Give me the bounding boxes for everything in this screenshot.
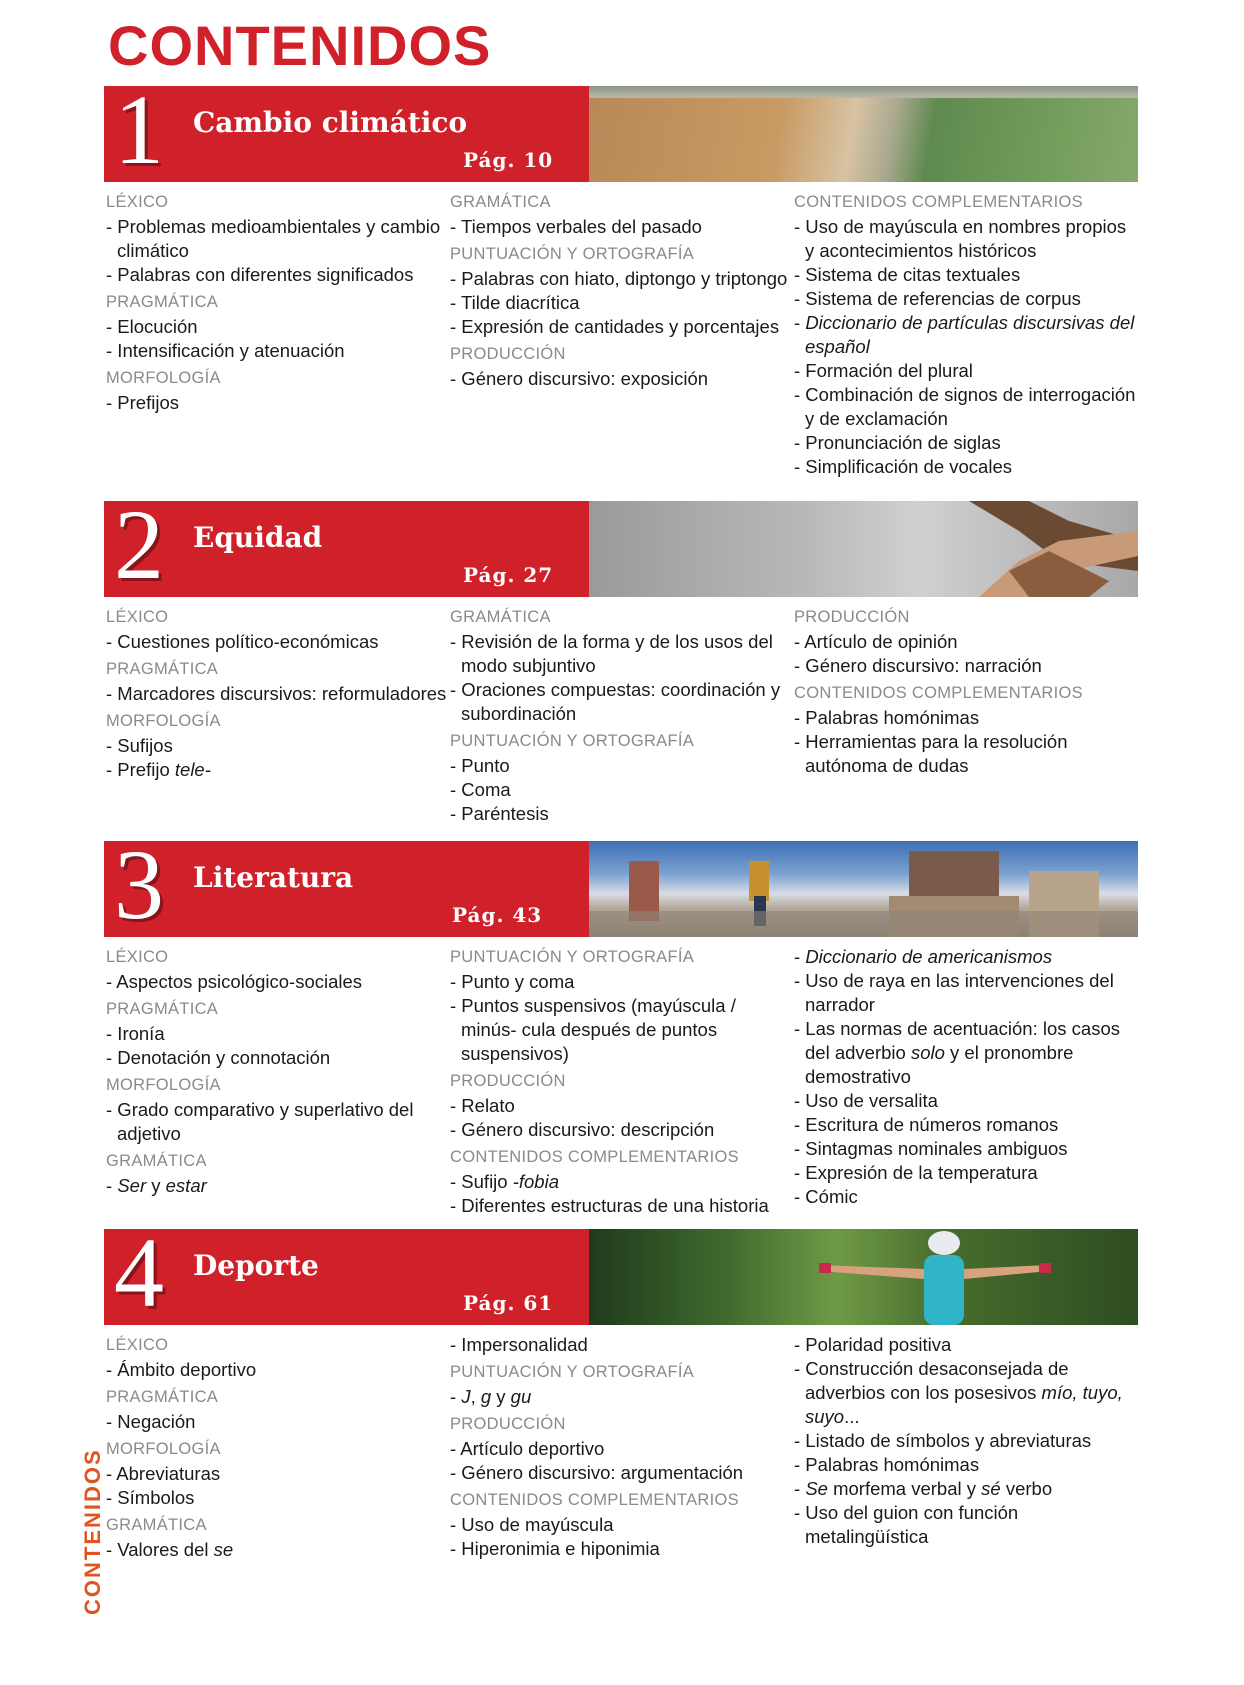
content-item (106, 315, 450, 339)
section-heading: CONTENIDOS COMPLEMENTARIOS (794, 193, 1083, 211)
content-item (106, 1410, 450, 1434)
item-text: - (794, 946, 806, 967)
item-text: - Polaridad positiva (794, 1334, 952, 1355)
content-column (450, 945, 794, 1218)
content-item (450, 1118, 794, 1142)
content-item (106, 970, 450, 994)
content-item (794, 969, 1138, 1017)
item-text: - Ironía (106, 1023, 165, 1044)
section-heading: CONTENIDOS COMPLEMENTARIOS (450, 1148, 739, 1166)
content-column (450, 190, 794, 479)
content-item (794, 1501, 1138, 1549)
item-text: - Puntos suspensivos (mayúscula / minús- cula después de puntos suspensivos) (450, 995, 736, 1064)
item-text: - Uso de raya en las intervenciones del narrador (794, 970, 1114, 1015)
item-text: - Artículo deportivo (450, 1438, 605, 1459)
section-heading: LÉXICO (106, 1336, 169, 1354)
content-item (450, 970, 794, 994)
content-column (794, 605, 1138, 826)
content-item (106, 1538, 450, 1562)
side-label: CONTENIDOS (80, 1448, 105, 1615)
content-item (794, 431, 1138, 455)
content-item (106, 1098, 450, 1146)
content-item (794, 311, 1138, 359)
content-column (106, 190, 450, 479)
content-item (106, 1462, 450, 1486)
section-heading: PRAGMÁTICA (106, 660, 219, 678)
content-item (450, 291, 794, 315)
item-text: - Sistema de referencias de corpus (794, 288, 1081, 309)
section-heading: LÉXICO (106, 948, 169, 966)
item-text: - Revisión de la forma y de los usos del modo subjuntivo (450, 631, 773, 676)
section-heading: MORFOLOGÍA (106, 369, 221, 387)
content-item (450, 630, 794, 678)
content-item (794, 630, 1138, 654)
content-item (106, 339, 450, 363)
section-heading: CONTENIDOS COMPLEMENTARIOS (794, 684, 1083, 702)
item-text: - Punto y coma (450, 971, 575, 992)
item-text: - Construcción desaconsejada de adverbios con los posesivos (794, 1358, 1069, 1403)
item-text: - Uso del guion con función metalingüística (794, 1502, 1019, 1547)
content-item (450, 1170, 794, 1194)
unit-4 (106, 1217, 1138, 1562)
content-item (106, 1046, 450, 1070)
item-text: - Prefijos (106, 392, 179, 413)
unit-number: 3 (114, 829, 164, 940)
content-item (106, 215, 450, 263)
content-item (450, 778, 794, 802)
item-text: - Punto (450, 755, 510, 776)
section-heading: MORFOLOGÍA (106, 1440, 221, 1458)
unit-3 (106, 829, 1138, 1218)
content-item (450, 1194, 794, 1218)
unit-columns (106, 597, 1138, 826)
content-item (794, 945, 1138, 969)
content-item (106, 263, 450, 287)
content-item (450, 754, 794, 778)
section-heading: LÉXICO (106, 608, 169, 626)
item-text: - Pronunciación de siglas (794, 432, 1001, 453)
item-text: - Coma (450, 779, 511, 800)
item-text: - (794, 312, 806, 333)
content-item (794, 1161, 1138, 1185)
item-text: - Paréntesis (450, 803, 549, 824)
item-text: - (794, 1478, 806, 1499)
content-item (794, 455, 1138, 479)
content-item (450, 802, 794, 826)
item-text: - Sufijo (450, 1171, 513, 1192)
item-text: y (491, 1386, 511, 1407)
content-item (106, 1358, 450, 1382)
section-heading: PUNTUACIÓN Y ORTOGRAFÍA (450, 245, 695, 263)
content-column (794, 1333, 1138, 1562)
content-item (794, 1453, 1138, 1477)
content-item (794, 359, 1138, 383)
item-text: - Palabras homónimas (794, 1454, 980, 1475)
content-item (794, 1137, 1138, 1161)
item-text: - Problemas medioambientales y cambio climático (106, 216, 441, 261)
content-item (450, 1385, 794, 1409)
section-heading: PRODUCCIÓN (794, 608, 910, 626)
unit-page: Pág. 27 (463, 563, 554, 587)
content-column (450, 605, 794, 826)
item-text: - Herramientas para la resolución autónoma de dudas (794, 731, 1068, 776)
hands-illustration (589, 501, 1138, 597)
item-text: - Aspectos psicológico-sociales (106, 971, 363, 992)
item-text: - Elocución (106, 316, 198, 337)
section-heading: PUNTUACIÓN Y ORTOGRAFÍA (450, 1363, 695, 1381)
item-text: - Las normas de acentuación: los casos del adverbio (794, 1018, 1120, 1063)
item-text: - Palabras con hiato, diptongo y triptongo (450, 268, 788, 289)
item-text: - Uso de mayúscula en nombres propios y acontecimientos históricos (794, 216, 1127, 261)
item-text: - Símbolos (106, 1487, 195, 1508)
content-item (450, 1437, 794, 1461)
item-text: - Palabras homónimas (794, 707, 980, 728)
item-text: - Género discursivo: narración (794, 655, 1042, 676)
item-text: - Hiperonimia e hiponimia (450, 1538, 660, 1559)
italic-term: gu (510, 1386, 532, 1407)
item-text: - Cómic (794, 1186, 858, 1207)
content-item (450, 315, 794, 339)
content-item (794, 1429, 1138, 1453)
section-heading: PRAGMÁTICA (106, 293, 219, 311)
section-heading: MORFOLOGÍA (106, 712, 221, 730)
content-item (794, 730, 1138, 778)
content-column (106, 1333, 450, 1562)
italic-term: Diccionario de americanismos (805, 946, 1053, 967)
item-text: - Uso de versalita (794, 1090, 938, 1111)
italic-term: mío, tuyo, suyo (805, 1382, 1123, 1427)
content-item (106, 630, 450, 654)
content-item (450, 678, 794, 726)
item-text: verbo (1000, 1478, 1053, 1499)
italic-term: sé (981, 1478, 1001, 1499)
italic-term: tele- (174, 759, 211, 780)
item-text: - (106, 1175, 118, 1196)
italic-term: solo (910, 1042, 945, 1063)
section-heading: PRODUCCIÓN (450, 345, 566, 363)
italic-term: se (213, 1539, 234, 1560)
content-item (450, 1513, 794, 1537)
item-text: - Negación (106, 1411, 196, 1432)
unit-1 (106, 74, 1138, 479)
item-text: - Sistema de citas textuales (794, 264, 1021, 285)
italic-term: Ser (117, 1175, 147, 1196)
item-text: ... (844, 1406, 860, 1427)
banner-red-band (106, 74, 589, 185)
section-heading: PRODUCCIÓN (450, 1415, 566, 1433)
section-heading: PRAGMÁTICA (106, 1000, 219, 1018)
content-item (794, 1089, 1138, 1113)
unit-page: Pág. 10 (463, 148, 554, 172)
section-heading: CONTENIDOS COMPLEMENTARIOS (450, 1491, 739, 1509)
unit-title: Equidad (193, 521, 323, 554)
item-text: - Marcadores discursivos: reformuladores (106, 683, 447, 704)
section-heading: PRODUCCIÓN (450, 1072, 566, 1090)
item-text: - Expresión de cantidades y porcentajes (450, 316, 780, 337)
content-item (106, 1022, 450, 1046)
item-text: y (146, 1175, 166, 1196)
item-text: - Relato (450, 1095, 515, 1116)
banner-image-drought (589, 86, 1138, 182)
banner-image-books (589, 841, 1138, 937)
content-item (450, 267, 794, 291)
section-heading: PUNTUACIÓN Y ORTOGRAFÍA (450, 948, 695, 966)
item-text: - Simplificación de vocales (794, 456, 1012, 477)
banner-red-band (106, 1217, 589, 1328)
unit-number: 4 (114, 1217, 164, 1328)
italic-term: -fobia (512, 1171, 559, 1192)
section-heading: MORFOLOGÍA (106, 1076, 221, 1094)
content-item (794, 1185, 1138, 1209)
content-item (794, 706, 1138, 730)
content-item (106, 734, 450, 758)
unit-columns (106, 182, 1138, 479)
section-heading: GRAMÁTICA (106, 1516, 207, 1534)
item-text: - Diferentes estructuras de una historia (450, 1195, 769, 1216)
content-item (794, 1113, 1138, 1137)
content-item (794, 287, 1138, 311)
item-text: - Combinación de signos de interrogación y de exclamación (794, 384, 1136, 429)
unit-columns (106, 1325, 1138, 1562)
item-text: - Palabras con diferentes significados (106, 264, 414, 285)
page-title: CONTENIDOS (108, 14, 492, 77)
content-item (794, 215, 1138, 263)
unit-number: 1 (114, 74, 164, 185)
item-text: - Género discursivo: descripción (450, 1119, 715, 1140)
unit-banner (106, 1217, 1138, 1328)
content-item (450, 215, 794, 239)
content-item (450, 994, 794, 1066)
banner-image-cyclist (589, 1229, 1138, 1325)
content-column (794, 945, 1138, 1218)
banner-image-hands (589, 501, 1138, 597)
unit-title: Literatura (193, 861, 354, 894)
content-item (450, 1333, 794, 1357)
item-text: - Cuestiones político-económicas (106, 631, 379, 652)
unit-page: Pág. 43 (452, 903, 543, 927)
content-item (794, 1357, 1138, 1429)
banner-red-band (106, 829, 589, 940)
content-column (106, 605, 450, 826)
section-heading: GRAMÁTICA (450, 608, 551, 626)
item-text: - Intensificación y atenuación (106, 340, 345, 361)
unit-banner (106, 489, 1138, 600)
books-illustration (589, 841, 1138, 937)
section-heading: LÉXICO (106, 193, 169, 211)
item-text: y el pronombre demostrativo (805, 1042, 1074, 1087)
item-text: - Escritura de números romanos (794, 1114, 1059, 1135)
content-item (106, 1174, 450, 1198)
content-column (106, 945, 450, 1218)
item-text: - Sufijos (106, 735, 173, 756)
content-item (450, 1537, 794, 1561)
item-text: - Uso de mayúscula (450, 1514, 614, 1535)
item-text: - Género discursivo: exposición (450, 368, 709, 389)
item-text: - Tiempos verbales del pasado (450, 216, 702, 237)
content-item (106, 682, 450, 706)
item-text: - Tilde diacrítica (450, 292, 580, 313)
content-item (450, 1461, 794, 1485)
content-item (794, 383, 1138, 431)
unit-columns (106, 937, 1138, 1218)
item-text: - Valores del (106, 1539, 214, 1560)
content-item (794, 1017, 1138, 1089)
section-heading: GRAMÁTICA (106, 1152, 207, 1170)
content-item (794, 263, 1138, 287)
unit-page: Pág. 61 (463, 1291, 554, 1315)
unit-title: Deporte (193, 1249, 319, 1282)
italic-term: Se (805, 1478, 828, 1499)
unit-number: 2 (114, 489, 164, 600)
item-text: - Grado comparativo y superlativo del adjetivo (106, 1099, 414, 1144)
banner-red-band (106, 489, 589, 600)
content-item (794, 1477, 1138, 1501)
item-text: - Formación del plural (794, 360, 973, 381)
item-text: - Impersonalidad (450, 1334, 588, 1355)
section-heading: PUNTUACIÓN Y ORTOGRAFÍA (450, 732, 695, 750)
unit-title: Cambio climático (193, 106, 468, 139)
content-item (794, 654, 1138, 678)
item-text: - Oraciones compuestas: coordinación y subordinación (450, 679, 781, 724)
item-text: morfema verbal y (827, 1478, 982, 1499)
section-heading: GRAMÁTICA (450, 193, 551, 211)
content-column (450, 1333, 794, 1562)
cyclist-illustration (589, 1229, 1138, 1325)
unit-banner (106, 829, 1138, 940)
content-item (450, 1094, 794, 1118)
content-item (794, 1333, 1138, 1357)
italic-term: g (480, 1386, 492, 1407)
content-column (794, 190, 1138, 479)
content-item (106, 1486, 450, 1510)
italic-term: estar (165, 1175, 207, 1196)
item-text: - Abreviaturas (106, 1463, 221, 1484)
item-text: - Ámbito deportivo (106, 1359, 257, 1380)
content-item (106, 391, 450, 415)
unit-2 (106, 489, 1138, 826)
italic-term: Diccionario de partículas discursivas del español (805, 312, 1135, 357)
item-text: - Género discursivo: argumentación (450, 1462, 744, 1483)
item-text: , (470, 1386, 481, 1407)
unit-banner (106, 74, 1138, 185)
content-item (450, 367, 794, 391)
item-text: - Prefijo (106, 759, 175, 780)
item-text: - (450, 1386, 462, 1407)
item-text: - Listado de símbolos y abreviaturas (794, 1430, 1092, 1451)
italic-term: J (461, 1386, 471, 1407)
item-text: - Sintagmas nominales ambiguos (794, 1138, 1068, 1159)
item-text: - Artículo de opinión (794, 631, 958, 652)
section-heading: PRAGMÁTICA (106, 1388, 219, 1406)
item-text: - Expresión de la temperatura (794, 1162, 1038, 1183)
item-text: - Denotación y connotación (106, 1047, 331, 1068)
content-item (106, 758, 450, 782)
